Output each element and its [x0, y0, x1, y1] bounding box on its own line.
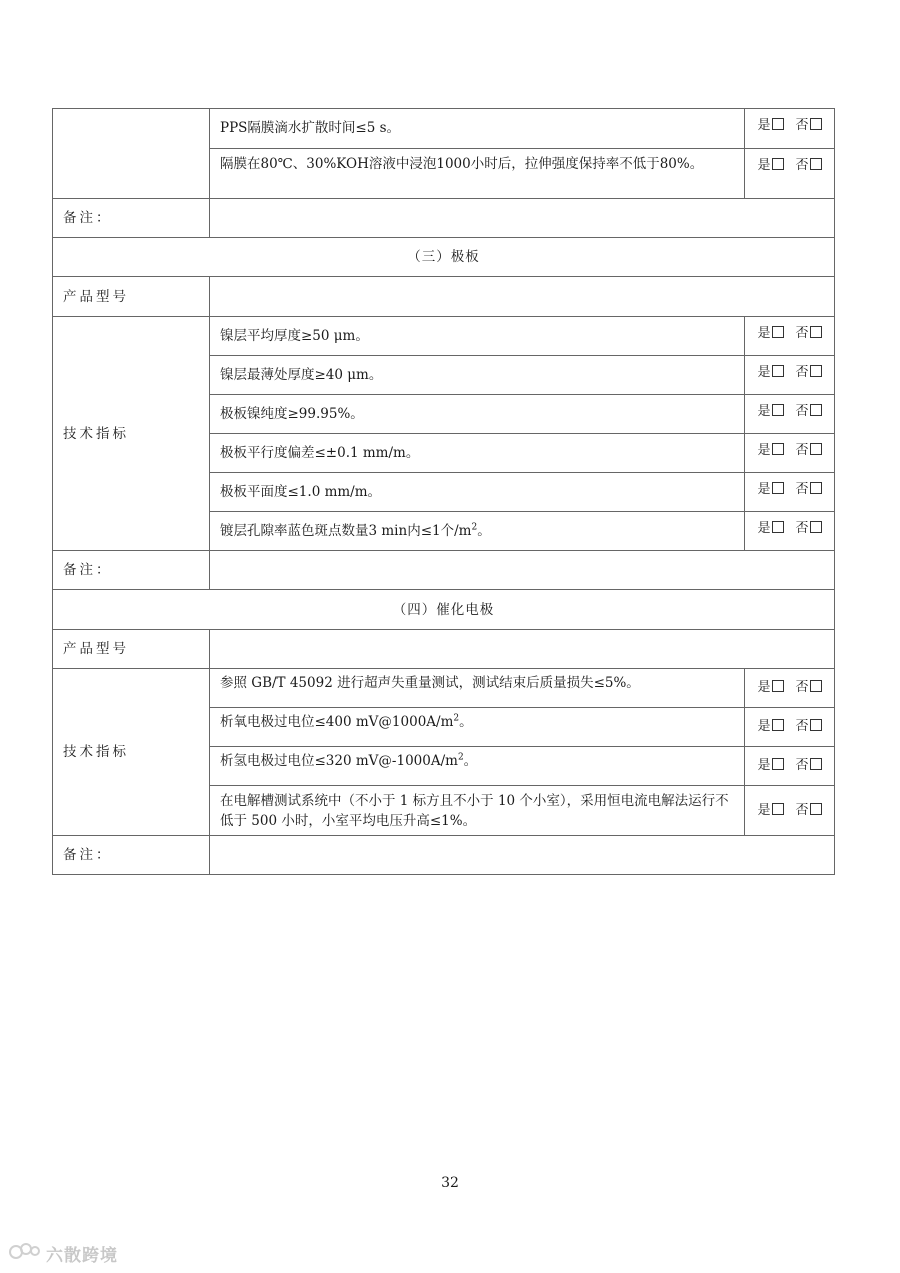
- yes-label: 是: [757, 404, 771, 419]
- criterion-text: 极板平面度≤1.0 mm/m。: [210, 473, 745, 512]
- criterion-text: 隔膜在80℃、30%KOH溶液中浸泡1000小时后，拉伸强度保持率不低于80%。: [210, 149, 745, 199]
- yes-label: 是: [757, 482, 771, 497]
- yes-no-cell: [745, 786, 835, 836]
- checkbox-icon[interactable]: [772, 365, 784, 377]
- checkbox-icon[interactable]: [772, 803, 784, 815]
- checkbox-icon[interactable]: [810, 521, 822, 533]
- inspection-table: [52, 108, 835, 875]
- yes-label: 是: [757, 365, 771, 380]
- yes-no-cell: [745, 317, 835, 356]
- remark-label: 备注：: [53, 836, 210, 875]
- yes-no-cell: [745, 747, 835, 786]
- yes-label: 是: [757, 521, 771, 536]
- no-label: 否: [795, 482, 809, 497]
- criterion-text: 极板平行度偏差≤±0.1 mm/m。: [210, 434, 745, 473]
- yes-no-cell: [745, 708, 835, 747]
- model-label: 产品型号: [53, 277, 210, 317]
- section-title: （三）极板: [53, 238, 835, 277]
- watermark: [8, 1238, 118, 1268]
- no-label: 否: [795, 758, 809, 773]
- checkbox-icon[interactable]: [772, 404, 784, 416]
- no-label: 否: [795, 802, 809, 818]
- checkbox-icon[interactable]: [810, 680, 822, 692]
- yes-no-cell: [745, 395, 835, 434]
- tech-label: 技术指标: [53, 669, 210, 836]
- checkbox-icon[interactable]: [772, 443, 784, 455]
- checkbox-icon[interactable]: [772, 521, 784, 533]
- yes-label: 是: [757, 719, 771, 734]
- remark-row: [53, 836, 835, 875]
- watermark-text: 六散跨境: [46, 1245, 118, 1266]
- remark-field[interactable]: [210, 551, 835, 590]
- yes-label: 是: [757, 443, 771, 458]
- section-header-row: [53, 590, 835, 630]
- no-label: 否: [795, 680, 809, 695]
- model-field[interactable]: [210, 630, 835, 669]
- yes-no-cell: [745, 109, 835, 149]
- criterion-text: 镀层孔隙率蓝色斑点数量3 min内≤1个$/m^2$。: [210, 512, 745, 551]
- no-label: 否: [795, 443, 809, 458]
- model-field[interactable]: [210, 277, 835, 317]
- criterion-text: 析氢电极过电位≤320 $mV@-1000A/m^2$。: [210, 747, 745, 786]
- checkbox-icon[interactable]: [772, 680, 784, 692]
- yes-label: 是: [757, 326, 771, 341]
- checkbox-icon[interactable]: [810, 326, 822, 338]
- yes-label: 是: [757, 802, 771, 818]
- checkbox-icon[interactable]: [772, 719, 784, 731]
- remark-field[interactable]: [210, 199, 835, 238]
- criterion-text: 在电解槽测试系统中（不小于 1 标方且不小于 10 个小室），采用恒电流电解法运行不低于 500 小时，小室平均电压升高≤1%。: [210, 786, 745, 836]
- remark-field[interactable]: [210, 836, 835, 875]
- no-label: 否: [795, 158, 809, 173]
- table-row: [53, 669, 835, 708]
- model-row: [53, 277, 835, 317]
- criterion-text: 析氧电极过电位≤400 $mV@1000A/m^2$。: [210, 708, 745, 747]
- checkbox-icon[interactable]: [810, 719, 822, 731]
- criterion-text: 镍层平均厚度≥50 μm。: [210, 317, 745, 356]
- yes-label: 是: [757, 680, 771, 695]
- yes-no-cell: [745, 669, 835, 708]
- page-number: 32: [441, 1175, 459, 1191]
- yes-label: 是: [757, 118, 771, 133]
- criterion-text: 极板镍纯度≥99.95%。: [210, 395, 745, 434]
- checkbox-icon[interactable]: [772, 158, 784, 170]
- no-label: 否: [795, 521, 809, 536]
- model-label: 产品型号: [53, 630, 210, 669]
- checkbox-icon[interactable]: [772, 482, 784, 494]
- yes-label: 是: [757, 758, 771, 773]
- yes-no-cell: [745, 434, 835, 473]
- remark-row: [53, 551, 835, 590]
- checkbox-icon[interactable]: [810, 158, 822, 170]
- no-label: 否: [795, 118, 809, 133]
- yes-label: 是: [757, 158, 771, 173]
- watermark-logo-icon: [8, 1240, 42, 1266]
- checkbox-icon[interactable]: [810, 803, 822, 815]
- model-row: [53, 630, 835, 669]
- yes-no-cell: [745, 473, 835, 512]
- checkbox-icon[interactable]: [810, 365, 822, 377]
- yes-no-cell: [745, 356, 835, 395]
- tech-label: 技术指标: [53, 317, 210, 551]
- table-row: [53, 317, 835, 356]
- remark-label: 备注：: [53, 551, 210, 590]
- no-label: 否: [795, 365, 809, 380]
- checkbox-icon[interactable]: [772, 118, 784, 130]
- checkbox-icon[interactable]: [810, 118, 822, 130]
- criterion-text: PPS隔膜滴水扩散时间≤5 s。: [210, 109, 745, 149]
- checkbox-icon[interactable]: [810, 758, 822, 770]
- section-header-row: [53, 238, 835, 277]
- checkbox-icon[interactable]: [772, 326, 784, 338]
- remark-row: [53, 199, 835, 238]
- table-row: [53, 109, 835, 149]
- empty-label-cell: [53, 109, 210, 199]
- section-title: （四）催化电极: [53, 590, 835, 630]
- remark-label: 备注：: [53, 199, 210, 238]
- checkbox-icon[interactable]: [810, 482, 822, 494]
- checkbox-icon[interactable]: [810, 404, 822, 416]
- yes-no-cell: [745, 149, 835, 199]
- criterion-text: 镍层最薄处厚度≥40 μm。: [210, 356, 745, 395]
- yes-no-cell: [745, 512, 835, 551]
- no-label: 否: [795, 326, 809, 341]
- checkbox-icon[interactable]: [810, 443, 822, 455]
- no-label: 否: [795, 404, 809, 419]
- checkbox-icon[interactable]: [772, 758, 784, 770]
- no-label: 否: [795, 719, 809, 734]
- criterion-text: 参照 GB/T 45092 进行超声失重量测试，测试结束后质量损失≤5%。: [210, 669, 745, 708]
